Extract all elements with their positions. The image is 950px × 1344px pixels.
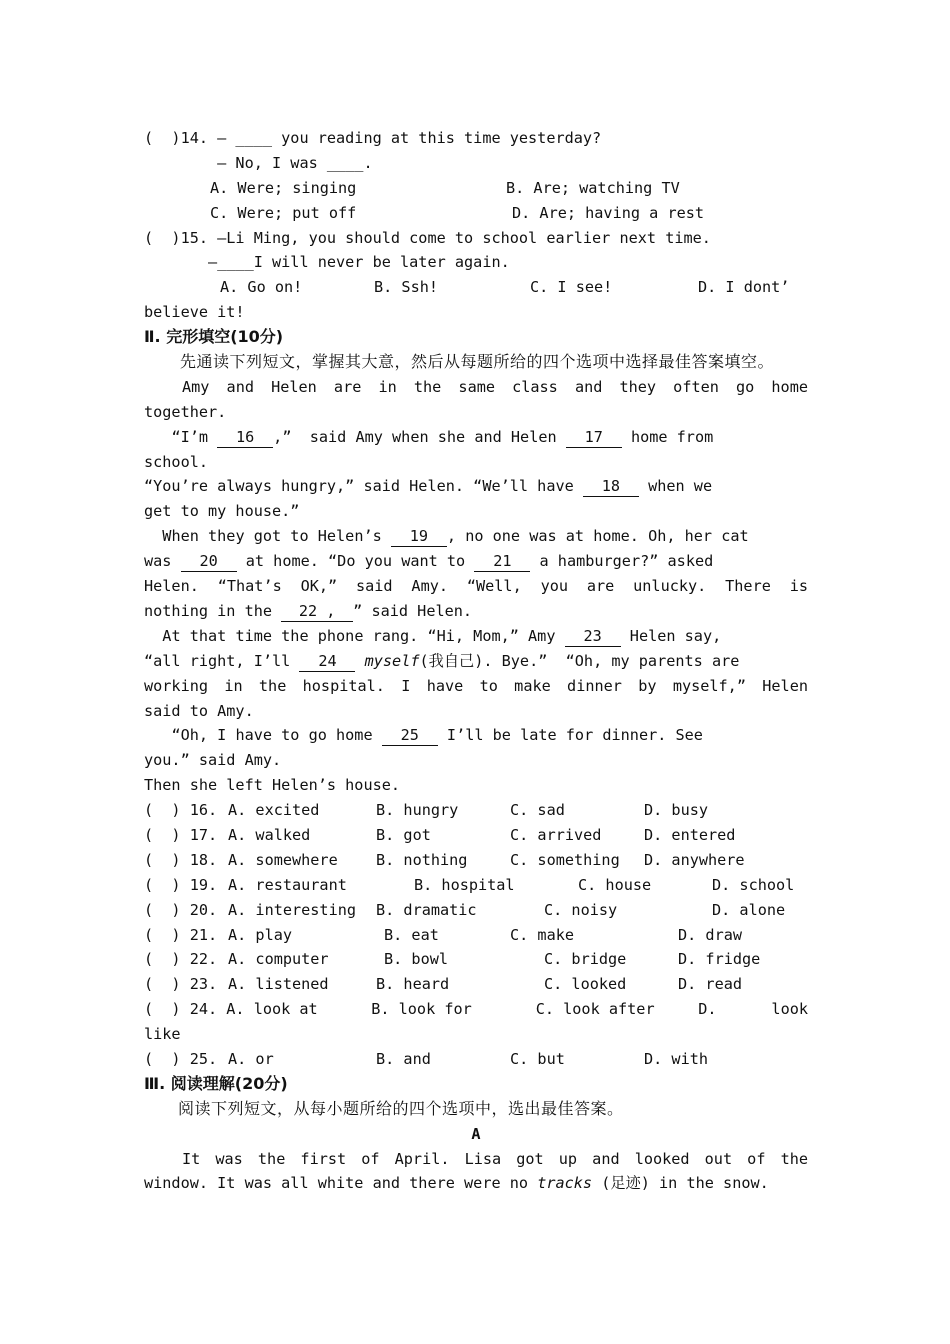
option-a: A. look at: [226, 1000, 318, 1019]
q15-option-c: C. I see!: [530, 278, 613, 297]
option-row: [144, 823, 808, 848]
blank-20: 20: [181, 552, 237, 572]
option-c: C. look after: [535, 1000, 655, 1019]
passage-line: you.” said Amy.: [144, 751, 282, 770]
passage-line: [144, 723, 808, 748]
passage-line: Then she left Helen’s house.: [144, 776, 401, 795]
option-a: A. walked: [228, 825, 311, 844]
passage-text: “all right, I’ll: [144, 651, 291, 670]
section3-heading: Ⅲ. 阅读理解(20分): [144, 1073, 288, 1093]
option-b: B. dramatic: [376, 900, 477, 919]
q14-stem: ( )14. — ____ you reading at this time yesterday?: [144, 129, 602, 147]
passage-label: A: [471, 1124, 481, 1143]
option-row: [144, 997, 808, 1022]
passage-text: “Oh, I have to go home: [171, 726, 373, 745]
passage-line: [144, 649, 808, 674]
option-row: [144, 898, 808, 923]
option-row: [144, 923, 808, 948]
question-number: ( ) 21.: [144, 925, 218, 944]
passage-line: [144, 624, 808, 649]
option-d: D. with: [644, 1049, 709, 1068]
q15-option-d: D. I dont’: [698, 278, 790, 297]
option-c: C. house: [578, 875, 652, 894]
reading-line: It was the first of April. Lisa got up and looked out of the: [182, 1149, 808, 1168]
blank-25: 25: [382, 726, 438, 746]
blank-17: 17: [566, 428, 622, 448]
passage-text: I’ll be late for dinner. See: [446, 726, 703, 745]
question-number: ( ) 25.: [144, 1049, 218, 1068]
option-c: C. arrived: [510, 825, 602, 844]
q15-option-a: A. Go on!: [220, 278, 303, 297]
passage-line: Amy and Helen are in the same class and they often go home: [182, 377, 808, 396]
reading-text: window. It was all white and there were no: [144, 1174, 529, 1193]
q15-options: [144, 275, 808, 300]
option-row: [144, 873, 808, 898]
question-number: ( ) 22.: [144, 950, 218, 969]
option-b: B. hungry: [376, 801, 459, 820]
option-b: B. eat: [384, 925, 439, 944]
passage-line: [144, 599, 808, 624]
passage-line: said to Amy.: [144, 701, 254, 720]
option-d: D. entered: [644, 825, 736, 844]
passage-text: a hamburger?” asked: [539, 552, 714, 571]
option-c: C. but: [510, 1049, 565, 1068]
q14-option-c: C. Were; put off: [210, 203, 357, 222]
passage-text: ,” said Amy when she and Helen: [273, 427, 557, 446]
option-row: [144, 972, 808, 997]
option-c: C. noisy: [544, 900, 618, 919]
section2-instruction: 先通读下列短文，掌握其大意，然后从每题所给的四个选项中选择最佳答案填空。: [180, 352, 775, 372]
option-b: B. heard: [376, 975, 450, 994]
option-row: [144, 947, 808, 972]
option-b: B. look for: [371, 1000, 472, 1019]
passage-line: [144, 425, 808, 450]
passage-text: at home. “Do you want to: [245, 552, 466, 571]
passage-text: home from: [630, 427, 714, 446]
option-a: A. restaurant: [228, 875, 347, 894]
question-number: ( ) 18.: [144, 850, 218, 869]
option-d: D. look: [698, 1000, 809, 1019]
option-d: D. alone: [712, 900, 786, 919]
italic-word: tracks: [537, 1174, 593, 1193]
reading-line: [144, 1171, 808, 1196]
question-number: ( ) 23.: [144, 975, 218, 994]
passage-line: [144, 524, 808, 549]
option-c: C. looked: [544, 975, 627, 994]
option-a: A. listened: [228, 975, 329, 994]
q15-reply: —____I will never be later again.: [144, 253, 510, 272]
option-b: B. and: [376, 1049, 431, 1068]
option-a: A. play: [228, 925, 293, 944]
blank-18: 18: [583, 477, 639, 497]
passage-line: get to my house.”: [144, 502, 300, 521]
passage-line: together.: [144, 402, 227, 421]
option-b: B. got: [376, 825, 431, 844]
question-number: ( ) 20.: [144, 900, 218, 919]
q15-option-b: B. Ssh!: [374, 278, 439, 297]
question-number: ( ) 24.: [144, 1000, 218, 1019]
passage-text: When they got to Helen’s: [162, 527, 382, 546]
option-c: C. sad: [510, 801, 565, 820]
question-number: ( ) 19.: [144, 875, 218, 894]
passage-text: “You’re always hungry,” said Helen. “We’ll have: [144, 477, 574, 496]
option-a: A. computer: [228, 950, 329, 969]
option-a: A. interesting: [228, 900, 357, 919]
option-a: A. somewhere: [228, 850, 338, 869]
option-a: A. excited: [228, 801, 320, 820]
blank-22: 22 ,: [281, 602, 353, 622]
reading-text: (足迹) in the snow.: [601, 1174, 769, 1193]
question-number: ( ) 17.: [144, 825, 218, 844]
section3-instruction: 阅读下列短文，从每小题所给的四个选项中，选出最佳答案。: [178, 1098, 624, 1118]
option-d: D. school: [712, 875, 795, 894]
option-d: D. busy: [644, 801, 709, 820]
passage-text: , no one was at home. Oh, her cat: [446, 527, 749, 546]
q14-option-d: D. Are; having a rest: [512, 203, 705, 222]
blank-21: 21: [474, 552, 530, 572]
blank-16: 16: [217, 428, 273, 448]
option-a: A. or: [228, 1049, 274, 1068]
option-d: D. anywhere: [644, 850, 745, 869]
q14-reply: — No, I was ____.: [144, 153, 373, 172]
q14-options-cd: [144, 201, 808, 226]
passage-text: nothing in the: [144, 601, 273, 620]
option-c: C. make: [510, 925, 575, 944]
passage-text: (我自己). Bye.” “Oh, my parents are: [419, 651, 740, 670]
passage-line: working in the hospital. I have to make dinner by myself,” Helen: [144, 676, 808, 695]
q14-option-b: B. Are; watching TV: [506, 178, 680, 197]
option-row: [144, 1047, 808, 1072]
passage-line: school.: [144, 452, 209, 471]
italic-word: myself: [364, 651, 420, 670]
q14-options-ab: [144, 176, 808, 201]
option-b: B. bowl: [384, 950, 449, 969]
option-b: B. hospital: [414, 875, 515, 894]
passage-line: [144, 549, 808, 574]
option-d: D. draw: [678, 925, 743, 944]
exam-page: [144, 126, 808, 1196]
passage-text: “I’m: [171, 427, 209, 446]
option-row: [144, 848, 808, 873]
question-number: ( ) 16.: [144, 801, 218, 820]
passage-text: ” said Helen.: [353, 601, 473, 620]
option-b: B. nothing: [376, 850, 468, 869]
passage-text: was: [144, 552, 172, 571]
passage-text: when we: [648, 477, 713, 496]
option-row: [144, 798, 808, 823]
q15-option-d-wrap: believe it!: [144, 303, 245, 322]
q14-option-a: A. Were; singing: [210, 178, 357, 197]
passage-line: [144, 474, 808, 499]
blank-24: 24: [299, 652, 355, 672]
blank-23: 23: [565, 627, 621, 647]
q15-stem: ( )15. —Li Ming, you should come to school earlier next time.: [144, 228, 711, 247]
option-c: C. something: [510, 850, 620, 869]
passage-line: Helen. “That’s OK,” said Amy. “Well, you are unlucky. There is: [144, 577, 808, 596]
option-d: D. read: [678, 975, 743, 994]
option-c: C. bridge: [544, 950, 627, 969]
option-24-wrap: like: [144, 1025, 181, 1044]
option-d: D. fridge: [678, 950, 761, 969]
passage-text: Helen say,: [629, 626, 722, 645]
blank-19: 19: [391, 527, 447, 547]
section2-heading: Ⅱ. 完形填空(10分): [144, 327, 284, 347]
passage-text: At that time the phone rang. “Hi, Mom,” Amy: [162, 626, 556, 645]
